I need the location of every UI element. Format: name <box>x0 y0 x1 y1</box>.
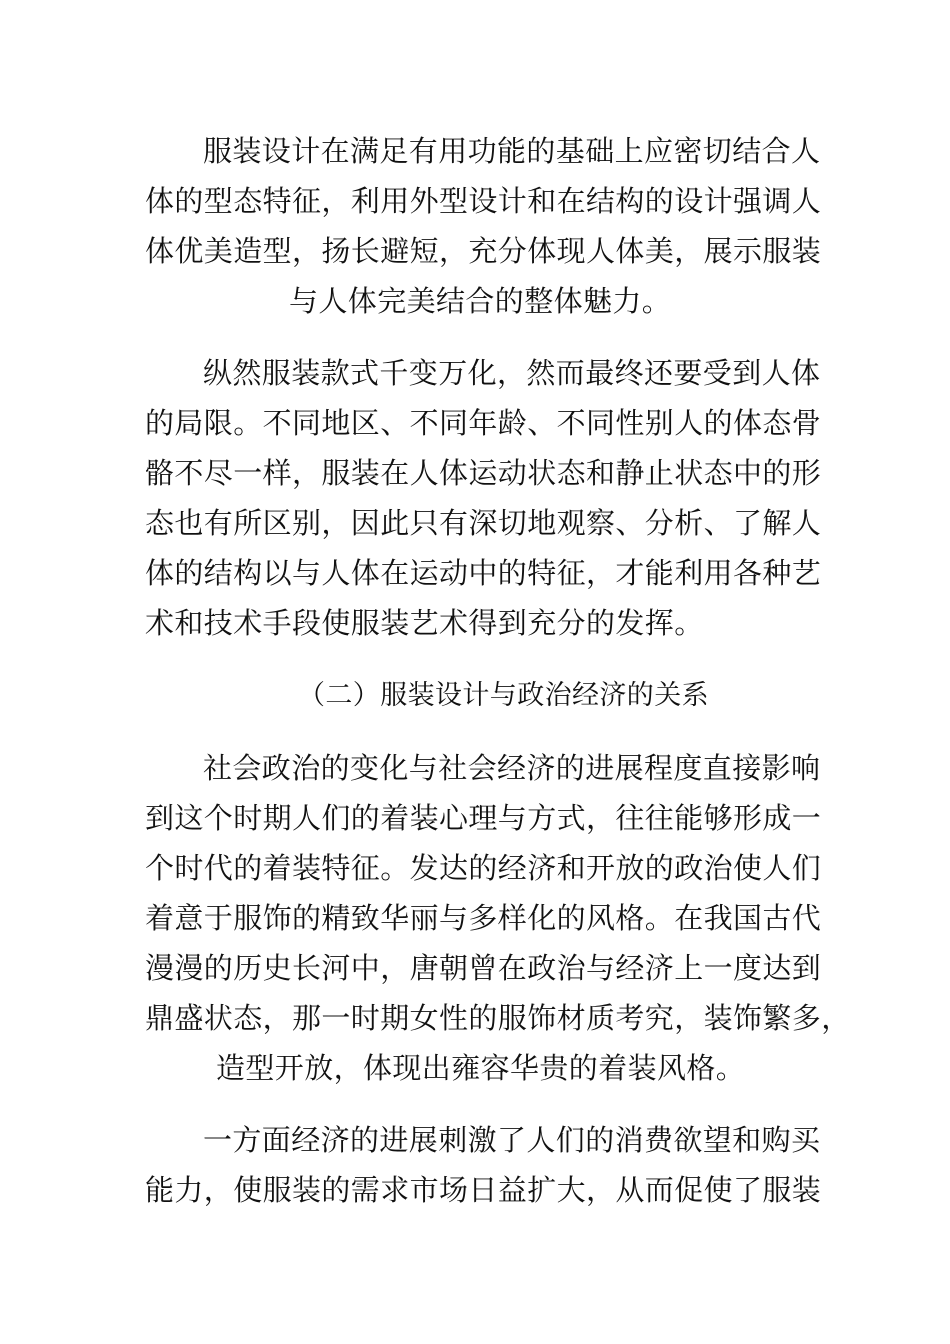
paragraph-2-line-5: 体的结构以与人体在运动中的特征，才能利用各种艺 <box>145 556 822 590</box>
paragraph-4-line-2: 能力，使服装的需求市场日益扩大，从而促使了服装 <box>145 1173 822 1207</box>
paragraph-3-line-1: 社会政治的变化与社会经济的进展程度直接影响 <box>203 751 821 785</box>
paragraph-3-line-3: 个时代的着装特征。发达的经济和开放的政治使人们 <box>145 851 822 885</box>
paragraph-3-line-2: 到这个时期人们的着装心理与方式，往往能够形成一 <box>145 801 822 835</box>
paragraph-2-line-2: 的局限。不同地区、不同年龄、不同性别人的体态骨 <box>145 406 822 440</box>
section-heading: （二）服装设计与政治经济的关系 <box>298 680 709 711</box>
paragraph-1-line-4: 与人体完美结合的整体魅力。 <box>289 284 672 318</box>
paragraph-1-line-1: 服装设计在满足有用功能的基础上应密切结合人 <box>203 134 821 168</box>
paragraph-1-line-3: 体优美造型，扬长避短，充分体现人体美，展示服装 <box>145 234 822 268</box>
paragraph-4-line-1: 一方面经济的进展刺激了人们的消费欲望和购买 <box>203 1123 821 1157</box>
paragraph-2-line-3: 骼不尽一样，服装在人体运动状态和静止状态中的形 <box>145 456 822 490</box>
paragraph-3-line-7: 造型开放，体现出雍容华贵的着装风格。 <box>216 1051 746 1085</box>
paragraph-1-line-2: 体的型态特征，利用外型设计和在结构的设计强调人 <box>145 184 822 218</box>
paragraph-2-line-1: 纵然服装款式千变万化，然而最终还要受到人体 <box>203 356 821 390</box>
paragraph-2-line-6: 术和技术手段使服装艺术得到充分的发挥。 <box>145 606 704 640</box>
paragraph-2-line-4: 态也有所区别，因此只有深切地观察、分析、了解人 <box>145 506 822 540</box>
paragraph-3-line-4: 着意于服饰的精致华丽与多样化的风格。在我国古代 <box>145 901 822 935</box>
paragraph-3-line-6: 鼎盛状态，那一时期女性的服饰材质考究，装饰繁多， <box>145 1001 851 1035</box>
paragraph-3-line-5: 漫漫的历史长河中，唐朝曾在政治与经济上一度达到 <box>145 951 822 985</box>
